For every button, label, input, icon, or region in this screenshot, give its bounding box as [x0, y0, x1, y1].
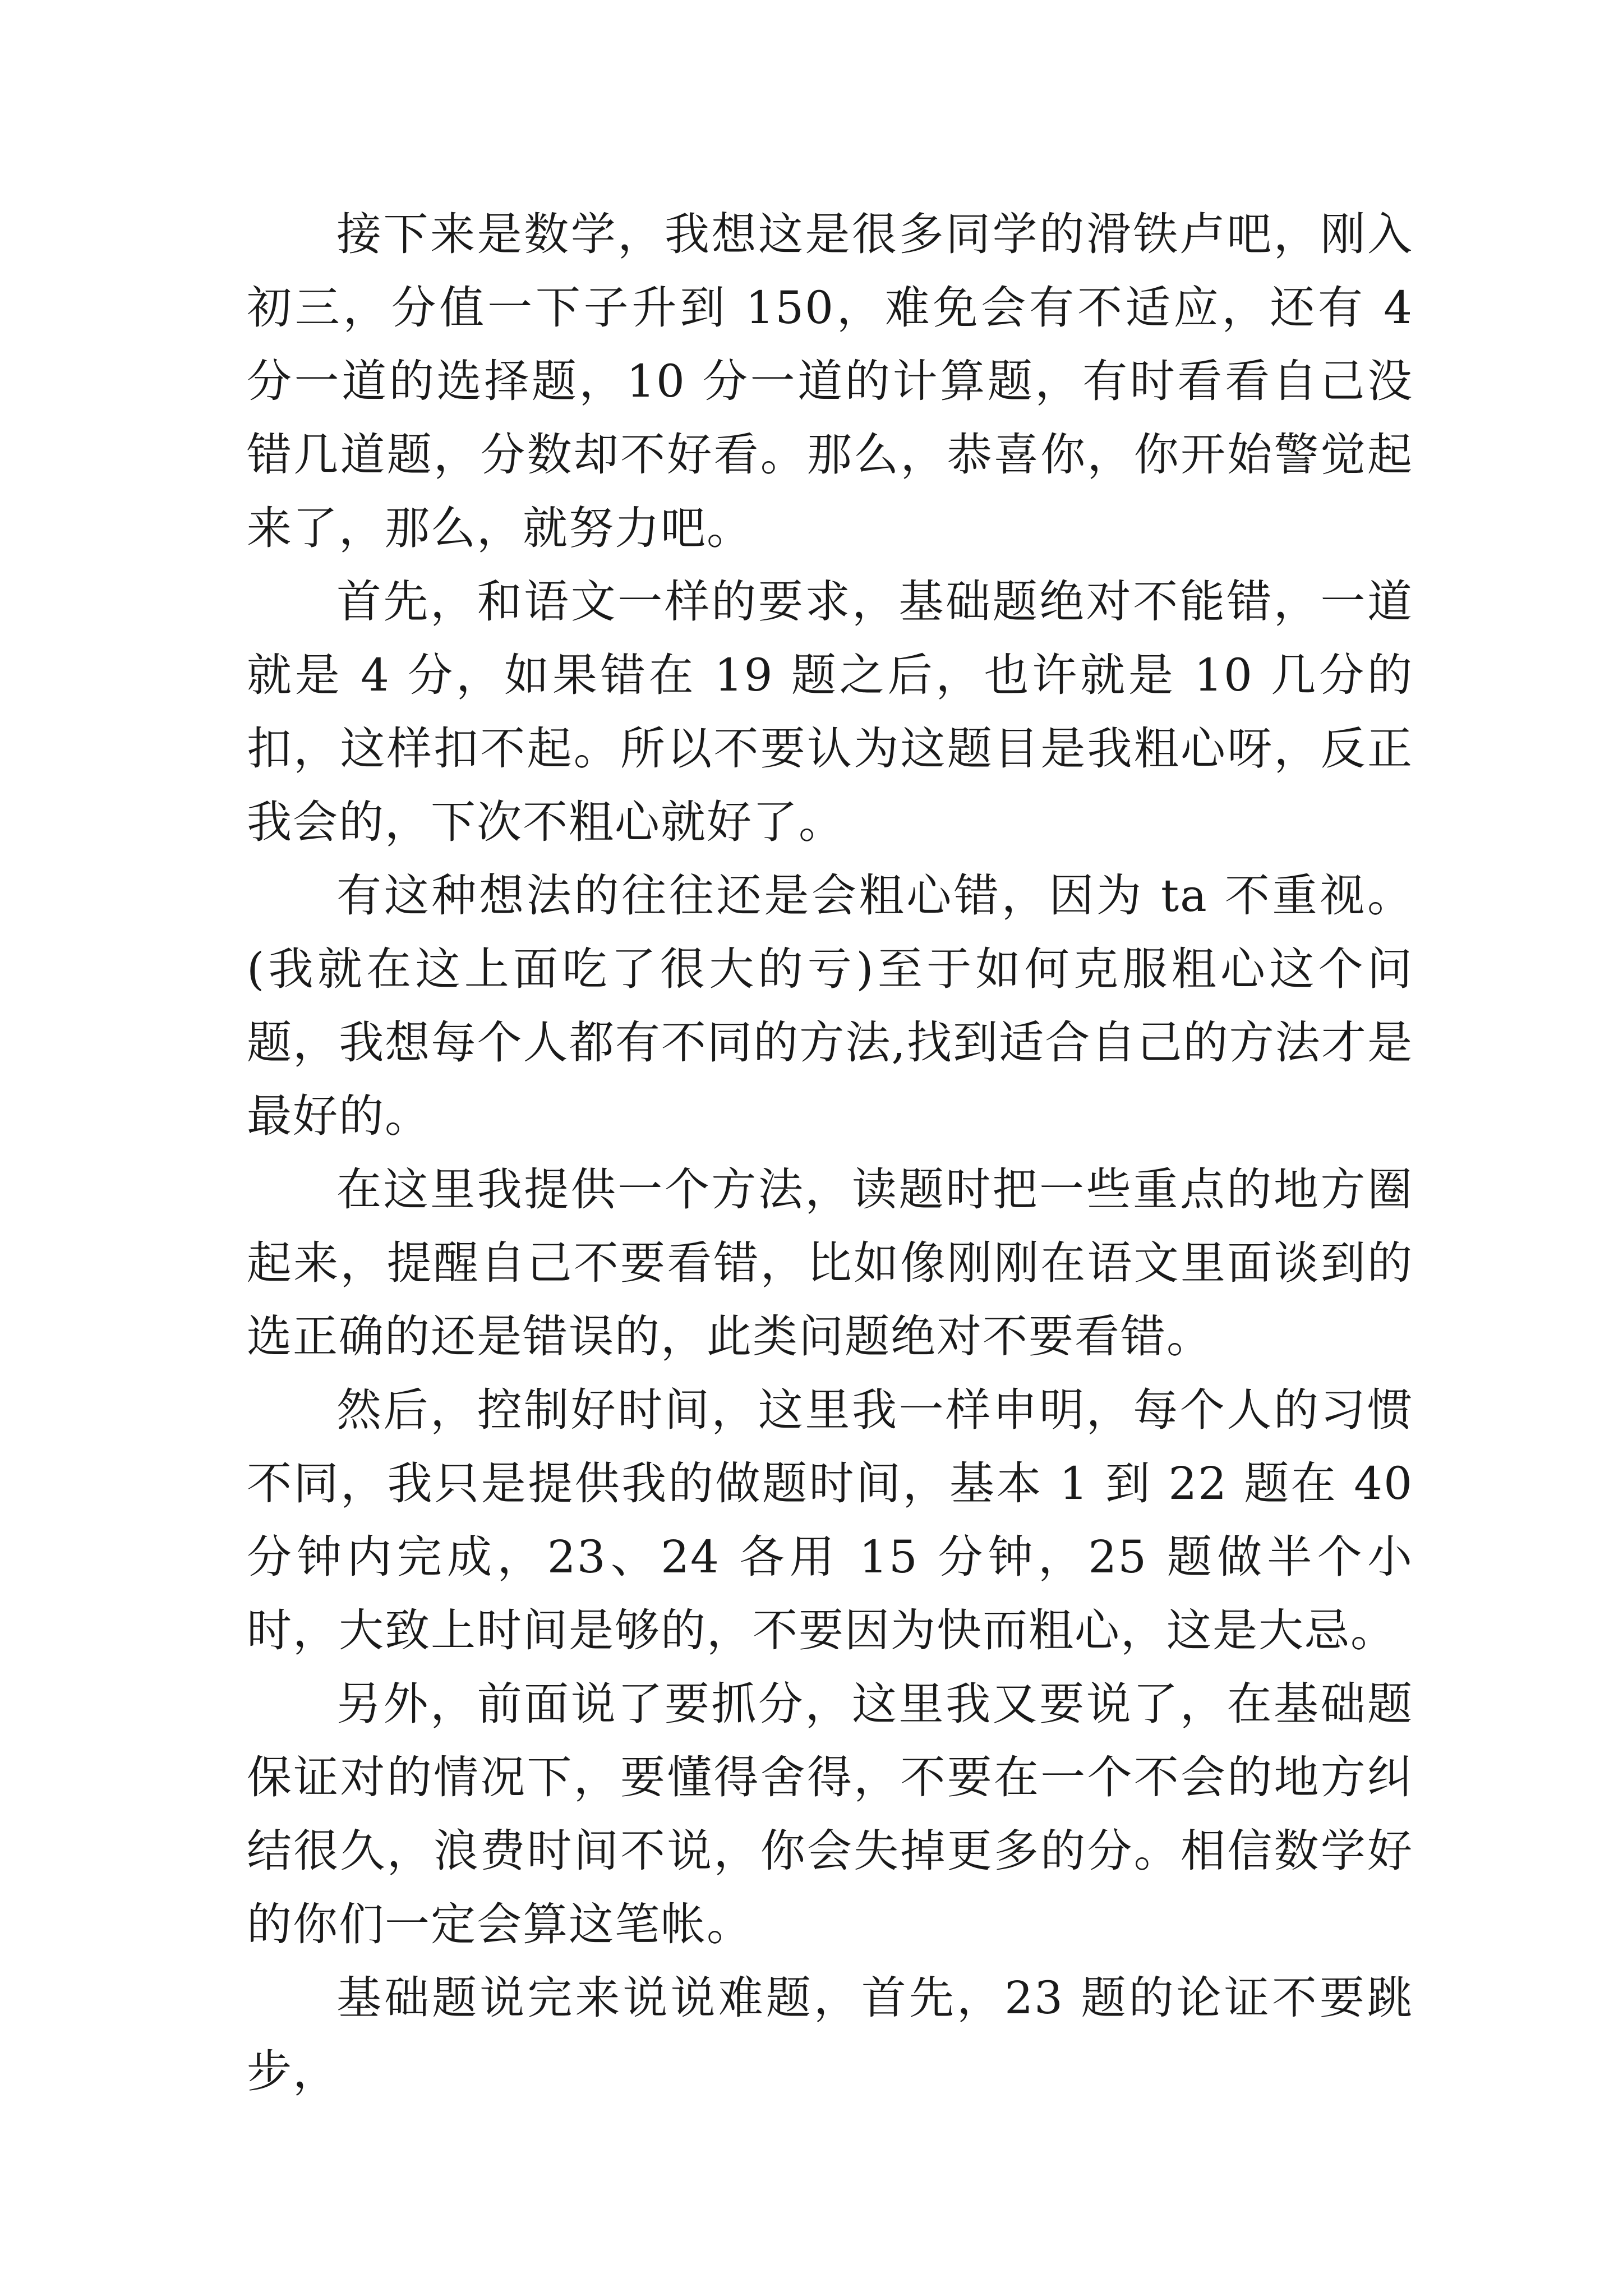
paragraph-math-intro: 接下来是数学，我想这是很多同学的滑铁卢吧，刚入初三，分值一下子升到 150，难免会有不适应，还有 4 分一道的选择题，10 分一道的计算题，有时看看自己没错几道题，分数却不好看。那么，恭喜你，你开始警觉起来了，那么，就努力吧。 — [247, 208, 1413, 554]
paragraph-basic-questions: 首先，和语文一样的要求，基础题绝对不能错，一道就是 4 分，如果错在 19 题之后，也许就是 10 几分的扣，这样扣不起。所以不要认为这题目是我粗心呀，反正我会的，下次不粗心就好了。 — [247, 576, 1413, 848]
paragraph-carelessness: 有这种想法的往往还是会粗心错，因为 ta 不重视。(我就在这上面吃了很大的亏)至于如何克服粗心这个问题，我想每个人都有不同的方法,找到适合自己的方法才是最好的。 — [247, 869, 1413, 1142]
paragraph-reading-method: 在这里我提供一个方法，读题时把一些重点的地方圈起来，提醒自己不要看错，比如像刚刚在语文里面谈到的选正确的还是错误的，此类问题绝对不要看错。 — [247, 1163, 1413, 1363]
paragraph-time-control: 然后，控制好时间，这里我一样申明，每个人的习惯不同，我只是提供我的做题时间，基本 1 到 22 题在 40 分钟内完成，23、24 各用 15 分钟，25 题做半个小时，大致上时间是够的，不要因为快而粗心，这是大忌。 — [247, 1384, 1413, 1657]
paragraph-hard-questions: 基础题说完来说说难题，首先，23 题的论证不要跳步， — [247, 1972, 1413, 2097]
document-body — [247, 197, 1413, 2108]
paragraph-scoring-strategy: 另外，前面说了要抓分，这里我又要说了，在基础题保证对的情况下，要懂得舍得，不要在一个不会的地方纠结很久，浪费时间不说，你会失掉更多的分。相信数学好的你们一定会算这笔帐。 — [247, 1678, 1413, 1950]
